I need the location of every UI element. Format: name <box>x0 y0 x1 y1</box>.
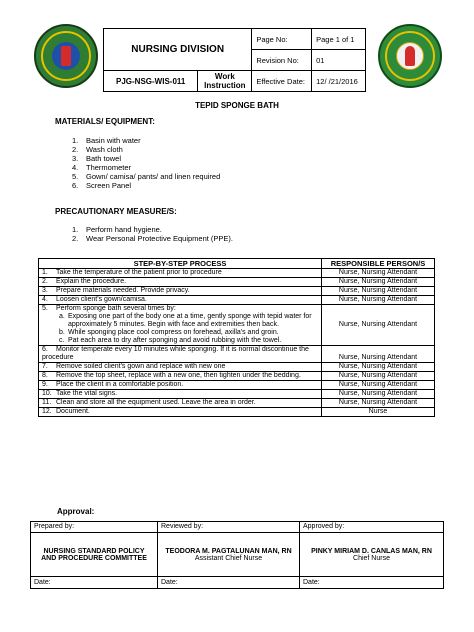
list-item-text: Wash cloth <box>86 145 123 154</box>
step-line <box>42 278 318 286</box>
step-line <box>42 305 318 313</box>
step-line <box>42 408 318 416</box>
step-text: Take the temperature of the patient prior to procedure <box>56 269 222 276</box>
responsible-cell: Nurse, Nursing Attendant <box>322 390 435 399</box>
list-item <box>72 181 220 190</box>
table-row <box>39 399 435 408</box>
list-item-number: 1. <box>72 225 79 234</box>
responsible-cell: Nurse, Nursing Attendant <box>322 372 435 381</box>
step-cell <box>39 408 322 417</box>
step-by-step-table <box>38 258 435 417</box>
list-item-text: Thermometer <box>86 163 132 172</box>
reviewed-by-title: Assistant Chief Nurse <box>194 554 263 562</box>
sub-step <box>59 329 318 337</box>
sub-step-list <box>42 313 318 345</box>
list-item-text: Screen Panel <box>86 181 132 190</box>
list-item-number: 1. <box>72 136 79 145</box>
step-cell <box>39 278 322 287</box>
approved-date: Date: <box>300 577 444 589</box>
responsible-cell: Nurse, Nursing Attendant <box>322 305 435 346</box>
step-cell <box>39 296 322 305</box>
responsible-cell: Nurse, Nursing Attendant <box>322 278 435 287</box>
list-item <box>72 154 220 163</box>
revision-value: 01 <box>312 50 366 71</box>
sub-step-letter: b. <box>59 329 65 336</box>
approved-by-title: Chief Nurse <box>353 554 390 562</box>
table-row <box>39 296 435 305</box>
step-cell <box>39 287 322 296</box>
step-line <box>42 381 318 389</box>
table-row <box>39 372 435 381</box>
list-item-number: 4. <box>72 163 79 172</box>
step-cell <box>39 346 322 363</box>
list-item <box>72 225 233 234</box>
step-text: Remove the top sheet, replace with a new one, then tighten under the bedding. <box>56 372 301 379</box>
prepared-date: Date: <box>31 577 158 589</box>
sub-step <box>59 313 318 329</box>
step-line <box>42 363 318 371</box>
step-text: Document. <box>56 408 90 415</box>
list-item-text: Perform hand hygiene. <box>86 225 162 234</box>
reviewed-by-label: Reviewed by: <box>158 522 300 533</box>
step-text: Loosen client's gown/camisa. <box>56 296 147 303</box>
list-item-text: Wear Personal Protective Equipment (PPE). <box>86 234 234 243</box>
step-text: Perform sponge bath several times by: <box>56 305 176 312</box>
table-row <box>39 278 435 287</box>
approved-by-name: PINKY MIRIAM D. CANLAS MAN, RN <box>311 547 432 555</box>
step-line <box>42 399 318 407</box>
document-type-line1: Work <box>214 72 235 81</box>
precautions-list <box>72 225 233 243</box>
prepared-by-label: Prepared by: <box>31 522 158 533</box>
step-text: Remove soiled client's gown and replace with new one <box>56 363 226 370</box>
list-item-number: 6. <box>72 181 79 190</box>
list-item-number: 3. <box>72 154 79 163</box>
step-line <box>42 346 318 362</box>
document-code: PJG-NSG-WIS-011 <box>104 71 198 92</box>
table-row <box>39 287 435 296</box>
table-row <box>39 269 435 278</box>
division-title: NURSING DIVISION <box>104 29 252 71</box>
sub-step-text: While sponging place cool compress on forehead, axilla's and groin. <box>68 329 279 336</box>
responsible-cell: Nurse, Nursing Attendant <box>322 399 435 408</box>
prepared-by-line2: AND PROCEDURE COMMITTEE <box>41 554 147 562</box>
step-line <box>42 269 318 277</box>
sub-step-letter: a. <box>59 313 65 320</box>
step-number: 2. <box>42 278 48 285</box>
reviewed-date: Date: <box>158 577 300 589</box>
step-number: 1. <box>42 269 48 276</box>
reviewed-by-name: TEODORA M. PAGTALUNAN MAN, RN <box>165 547 292 555</box>
responsible-cell: Nurse <box>322 408 435 417</box>
approved-by-label: Approved by: <box>300 522 444 533</box>
responsible-cell: Nurse, Nursing Attendant <box>322 363 435 372</box>
step-cell <box>39 381 322 390</box>
step-line <box>42 287 318 295</box>
step-number: 8. <box>42 372 48 379</box>
approved-by-block <box>300 533 444 577</box>
republic-seal-icon <box>34 24 98 88</box>
step-text: Prepare materials needed. Provide privacy. <box>56 287 190 294</box>
document-type-line2: Instruction <box>204 81 246 90</box>
list-item-text: Basin with water <box>86 136 141 145</box>
step-text: Take the vital signs. <box>56 390 118 397</box>
step-cell <box>39 390 322 399</box>
responsible-cell: Nurse, Nursing Attendant <box>322 287 435 296</box>
step-cell <box>39 399 322 408</box>
prepared-by-line1: NURSING STANDARD POLICY <box>43 547 145 555</box>
table-row <box>39 390 435 399</box>
list-item-number: 2. <box>72 145 79 154</box>
document-title: TEPID SPONGE BATH <box>195 101 279 110</box>
prepared-by-name <box>31 533 158 577</box>
sub-step-text: Exposing one part of the body one at a time, gently sponge with tepid water for approximately 5 minutes. Begin with face and extremities then back. <box>68 313 312 328</box>
approval-table <box>30 521 444 589</box>
step-cell <box>39 269 322 278</box>
document-header-table <box>103 28 366 92</box>
step-text: Clean and store all the equipment used. Leave the area in order. <box>56 399 256 406</box>
responsible-cell: Nurse, Nursing Attendant <box>322 269 435 278</box>
step-number: 10. <box>42 390 52 397</box>
list-item-text: Bath towel <box>86 154 122 163</box>
effective-date-value: 12/ /21/2016 <box>312 71 366 92</box>
materials-list <box>72 136 220 190</box>
step-number: 4. <box>42 296 48 303</box>
document-type <box>198 71 252 92</box>
hospital-seal-icon <box>378 24 442 88</box>
effective-date-label: Effective Date: <box>252 71 312 92</box>
table-row <box>39 305 435 346</box>
step-number: 5. <box>42 305 48 312</box>
step-line <box>42 390 318 398</box>
step-cell <box>39 305 322 346</box>
step-number: 6. <box>42 346 48 353</box>
list-item <box>72 234 233 243</box>
sub-step-letter: c. <box>59 337 65 344</box>
step-number: 11. <box>42 399 52 406</box>
step-text: Monitor temperate every 10 minutes while sponging. If it is normal discontinue the procedure <box>42 346 309 361</box>
list-item <box>72 163 220 172</box>
reviewed-by-block <box>158 533 300 577</box>
step-number: 12. <box>42 408 52 415</box>
table-row <box>39 346 435 363</box>
materials-heading: MATERIALS/ EQUIPMENT: <box>55 117 155 126</box>
list-item <box>72 145 220 154</box>
step-cell <box>39 363 322 372</box>
process-column-header: STEP-BY-STEP PROCESS <box>39 259 322 269</box>
list-item <box>72 172 220 181</box>
list-item <box>72 136 220 145</box>
step-number: 3. <box>42 287 48 294</box>
step-text: Explain the procedure. <box>56 278 127 285</box>
revision-label: Revision No: <box>252 50 312 71</box>
table-row <box>39 408 435 417</box>
page-no-label: Page No: <box>252 29 312 50</box>
page-no-value: Page 1 of 1 <box>312 29 366 50</box>
responsible-cell: Nurse, Nursing Attendant <box>322 296 435 305</box>
step-line <box>42 372 318 380</box>
step-cell <box>39 372 322 381</box>
responsible-cell: Nurse, Nursing Attendant <box>322 381 435 390</box>
step-number: 7. <box>42 363 48 370</box>
list-item-number: 5. <box>72 172 79 181</box>
list-item-text: Gown/ camisa/ pants/ and linen required <box>86 172 221 181</box>
list-item-number: 2. <box>72 234 79 243</box>
sub-step <box>59 337 318 345</box>
precautions-heading: PRECAUTIONARY MEASURE/S: <box>55 207 177 216</box>
step-number: 9. <box>42 381 48 388</box>
approval-heading: Approval: <box>57 507 95 516</box>
step-text: Place the client in a comfortable position. <box>56 381 184 388</box>
table-row <box>39 381 435 390</box>
responsible-cell: Nurse, Nursing Attendant <box>322 346 435 363</box>
table-row <box>39 363 435 372</box>
responsible-column-header: RESPONSIBLE PERSON/S <box>322 259 435 269</box>
step-line <box>42 296 318 304</box>
sub-step-text: Pat each area to dry after sponging and avoid rubbing with the towel. <box>68 337 282 344</box>
